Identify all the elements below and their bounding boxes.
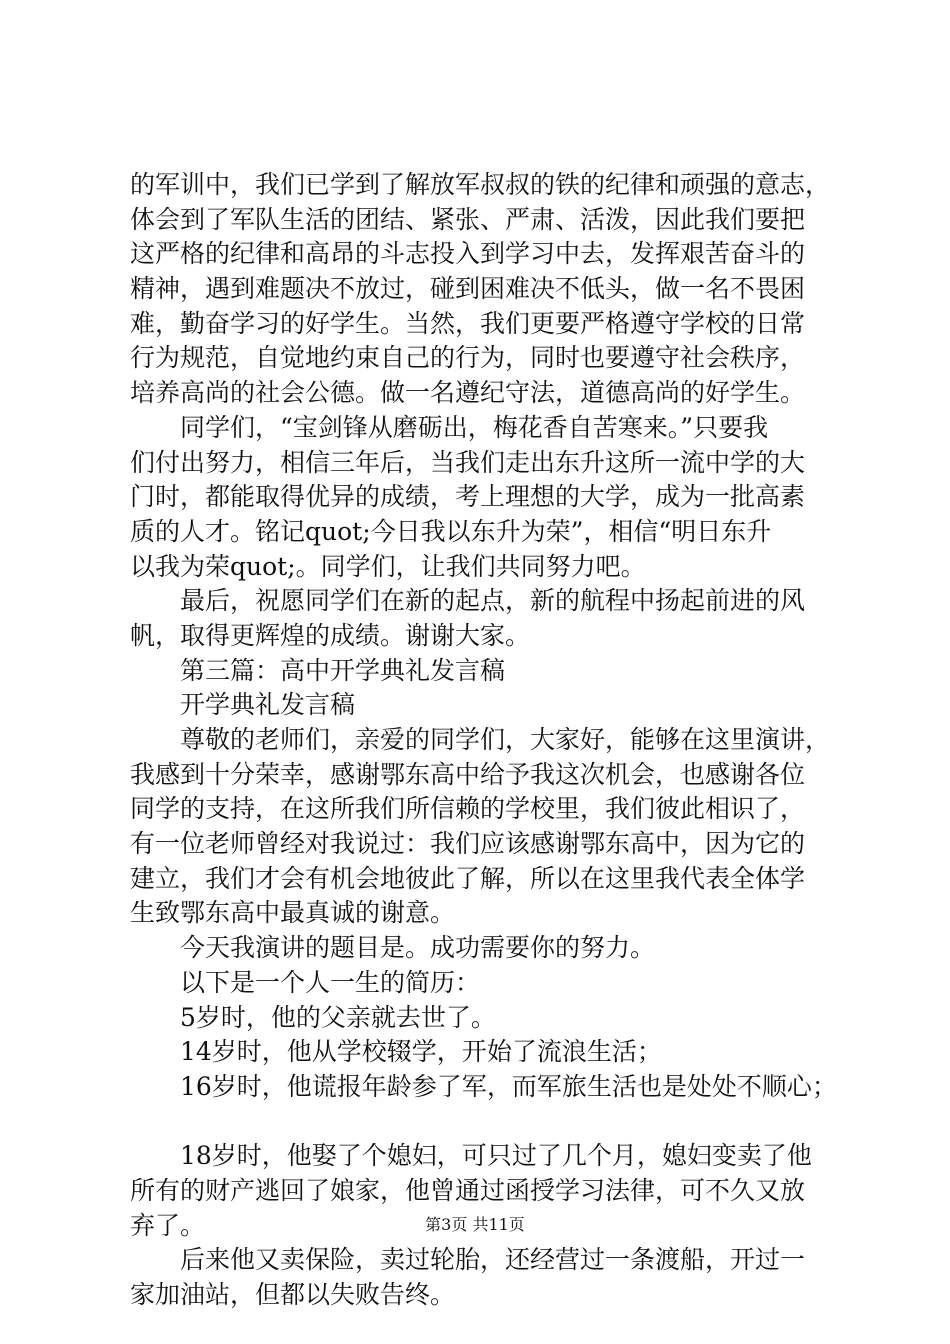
text-line: 第三篇：高中开学典礼发言稿 [180,655,506,685]
text-line: 精神，遇到难题决不放过，碰到困难决不低头，做一名不畏困 [130,274,806,304]
text-line: 帆，取得更辉煌的成绩。谢谢大家。 [130,620,531,650]
text-line: 质的人才。铭记quot;今日我以东升为荣”，相信“明日东升 [130,516,772,546]
text-line: 开学典礼发言稿 [180,690,356,720]
text-line: 们付出努力，相信三年后，当我们走出东升这所一流中学的大 [130,447,806,477]
text-line: 这严格的纪律和高昂的斗志投入到学习中去，发挥艰苦奋斗的 [130,239,806,269]
text-line: 以下是一个人一生的简历： [180,967,481,997]
text-line: 14岁时，他从学校辍学，开始了流浪生活； [180,1037,662,1067]
text-line: 同学的支持，在这所我们所信赖的学校里，我们彼此相识了， [130,794,806,824]
text-line: 所有的财产逃回了娘家，他曾通过函授学习法律，可不久又放 [130,1175,806,1205]
text-line: 今天我演讲的题目是。成功需要你的努力。 [180,933,656,963]
text-line: 弃了。 [130,1210,206,1240]
text-line: 最后，祝愿同学们在新的起点，新的航程中扬起前进的风 [180,586,806,616]
text-line: 18岁时，他娶了个媳妇，可只过了几个月，媳妇变卖了他 [180,1141,812,1171]
page-footer: 第3页 共11页 [425,1215,525,1234]
document-body [130,168,837,1313]
text-line: 尊敬的老师们，亲爱的同学们，大家好，能够在这里演讲， [180,725,831,754]
text-line: 家加油站，但都以失败告终。 [130,1280,456,1309]
text-line: 5岁时，他的父亲就去世了。 [180,1002,496,1032]
text-line [130,1105,830,1140]
text-line: 的军训中，我们已学到了解放军叔叔的铁的纪律和顽强的意志， [130,170,831,199]
text-line: 培养高尚的社会公德。做一名遵纪守法，道德高尚的好学生。 [130,378,806,408]
text-line: 后来他又卖保险，卖过轮胎，还经营过一条渡船，开过一 [180,1245,806,1275]
text-line: 建立，我们才会有机会地彼此了解，所以在这里我代表全体学 [130,863,806,893]
text-line: 我感到十分荣幸，感谢鄂东高中给予我这次机会，也感谢各位 [130,759,806,789]
text-line: 行为规范，自觉地约束自己的行为，同时也要遵守社会秩序， [130,343,806,373]
text-line: 以我为荣quot;。同学们，让我们共同努力吧。 [130,551,646,581]
text-line: 16岁时，他谎报年龄参了军，而军旅生活也是处处不顺心； [180,1071,837,1101]
text-line: 有一位老师曾经对我说过：我们应该感谢鄂东高中，因为它的 [130,829,806,859]
text-line: 生致鄂东高中最真诚的谢意。 [130,898,456,928]
text-line: 体会到了军队生活的团结、紧张、严肃、活泼，因此我们要把 [130,204,806,234]
text-line: 同学们，“宝剑锋从磨砺出，梅花香自苦寒来。”只要我 [180,412,769,442]
text-line: 难，勤奋学习的好学生。当然，我们更要严格遵守学校的日常 [130,308,806,338]
text-line: 门时，都能取得优异的成绩，考上理想的大学，成为一批高素 [130,482,806,512]
